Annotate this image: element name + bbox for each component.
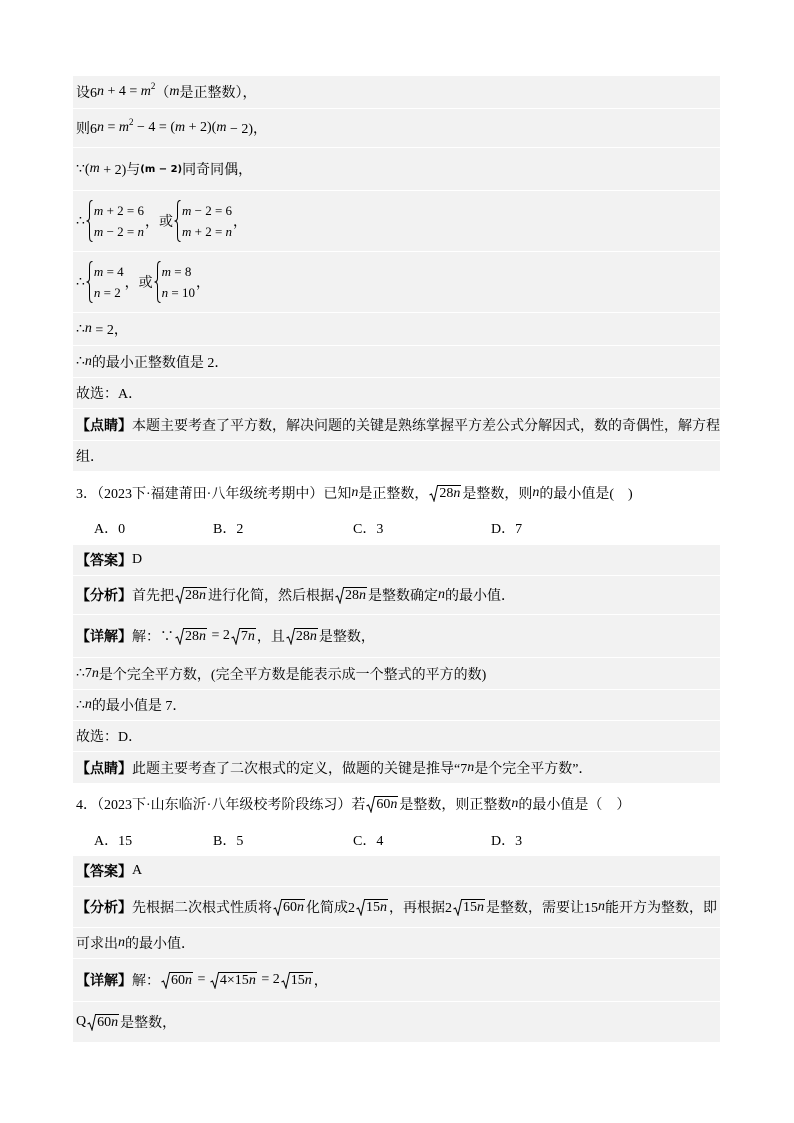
text-segment: ， — [233, 215, 248, 230]
text-segment: 解： — [132, 974, 160, 989]
radicand — [344, 587, 367, 604]
text-segment: = 10 — [168, 285, 195, 300]
radicand-number: 28 — [185, 628, 199, 644]
equation-system — [86, 200, 144, 242]
text-segment: Q — [76, 1014, 87, 1029]
math-variable: m — [216, 120, 227, 135]
radicand — [365, 899, 388, 916]
square-root — [429, 485, 461, 502]
radicand — [282, 899, 305, 916]
comment-text: 组． — [76, 450, 104, 465]
equation-row — [94, 261, 124, 282]
option-c: C．4 — [353, 834, 384, 849]
radical-sign-icon — [281, 972, 290, 989]
text-segment: 的最小正整数值是 2． — [91, 355, 229, 371]
q3-options — [73, 514, 720, 542]
radical-sign-icon — [356, 899, 365, 916]
therefore-symbol: ∴ — [76, 321, 85, 337]
math-variable: n — [359, 587, 366, 603]
text-segment: 是整数，则 — [462, 487, 533, 502]
equation-rows — [94, 200, 144, 242]
text-segment: 先根据二次根式性质将 — [132, 901, 272, 916]
radicand-number: 28 — [439, 485, 454, 501]
radicand-number: 60 — [283, 899, 297, 915]
equation-row — [182, 221, 232, 242]
analysis-label: 【分析】 — [76, 589, 132, 604]
text-segment: 的最小值是（ ） — [518, 798, 631, 813]
radical-sign-icon — [273, 899, 282, 916]
analysis-label: 【分析】 — [76, 901, 132, 916]
option-a: A．0 — [94, 522, 126, 537]
option-b: B．2 — [213, 522, 244, 537]
equation-row — [94, 282, 124, 303]
math-variable: m — [169, 84, 180, 99]
math-variable: n — [248, 972, 256, 988]
q2-solution-line-3 — [73, 148, 720, 190]
radicand-number: 15 — [366, 899, 380, 915]
square-root — [175, 628, 207, 645]
math-variable: m — [181, 224, 192, 239]
detail-label: 【详解】 — [76, 974, 132, 989]
radical-sign-icon — [231, 628, 240, 645]
detail-label: 【详解】 — [76, 630, 132, 645]
q4-answer — [73, 856, 720, 886]
q4-stem — [73, 789, 720, 819]
math-expression: (m − 2) — [140, 163, 183, 175]
option-d: D．7 — [491, 522, 523, 537]
text-segment: 是整数，则正整数 — [399, 798, 512, 813]
q3-detail — [73, 615, 720, 657]
text-segment: 是整数， — [318, 630, 375, 645]
text-segment: 则6 — [76, 122, 97, 137]
text-segment: 3．（2023下·福建莆田·八年级统考期中）已知 — [76, 487, 352, 502]
text-segment: + 2 = 6 — [103, 203, 144, 218]
comment-label: 【点睛】 — [76, 761, 132, 777]
equation-rows — [94, 261, 124, 303]
answer-label: 【答案】 — [76, 554, 132, 569]
text-segment: 故选：A． — [76, 387, 143, 402]
q2-solution-line-7 — [73, 346, 720, 377]
exponent: 2 — [150, 81, 156, 91]
answer-value: D — [132, 552, 143, 567]
therefore-symbol: ∴ — [76, 213, 85, 229]
equation-row — [162, 282, 195, 303]
radicand — [375, 796, 398, 813]
q2-comment — [73, 409, 720, 440]
text-segment: 是正整数）， — [179, 86, 257, 101]
option-b: B．5 — [213, 834, 244, 849]
radical-sign-icon — [87, 1014, 96, 1031]
square-root — [273, 899, 305, 916]
math-variable: m — [93, 203, 104, 218]
math-variable: n — [97, 120, 104, 135]
math-variable: m — [161, 264, 172, 279]
text-segment: ， — [313, 974, 328, 989]
radicand — [462, 899, 485, 916]
math-variable: n — [185, 972, 192, 988]
radical-sign-icon — [429, 485, 438, 502]
radicand — [96, 1014, 119, 1031]
square-root — [87, 1014, 119, 1031]
q3-stem — [73, 478, 720, 508]
radicand — [438, 485, 461, 502]
q4-analysis-continued — [73, 928, 720, 958]
left-brace-icon — [86, 200, 93, 242]
text-segment: + 2 = — [191, 224, 226, 239]
radical-sign-icon — [286, 628, 295, 645]
q2-choice-line — [73, 378, 720, 408]
left-brace-icon — [86, 261, 93, 303]
exponent: 2 — [129, 117, 134, 127]
text-segment: = 2 — [100, 285, 121, 300]
math-variable: n — [511, 796, 519, 811]
text-segment: 是个完全平方数，(完全平方数是能表示成一个整式的平方的数) — [98, 667, 487, 683]
radicand — [240, 628, 256, 645]
q2-comment-continued — [73, 441, 720, 471]
text-segment: ∴7 — [76, 666, 92, 681]
math-variable: n — [247, 628, 255, 644]
option-a: A．15 — [94, 834, 133, 849]
text-segment: = 4 — [103, 264, 124, 279]
math-variable: n — [118, 935, 125, 950]
math-variable: n — [380, 899, 387, 915]
math-variable: m — [93, 264, 104, 279]
therefore-symbol: ∴ — [76, 274, 85, 290]
q2-solution-line-2 — [73, 109, 720, 147]
radicand-number: 15 — [290, 972, 305, 988]
text-segment: 设6 — [76, 86, 97, 101]
math-variable: m — [181, 203, 192, 218]
text-segment: = 2， — [91, 323, 128, 338]
text-segment: = 2 — [257, 972, 280, 987]
left-brace-icon — [154, 261, 161, 303]
math-variable: m — [89, 161, 100, 176]
q3-analysis — [73, 576, 720, 614]
text-segment: 解：∵ — [132, 630, 174, 645]
text-segment: 是正整数， — [358, 487, 429, 502]
text-segment: + 2)( — [185, 120, 217, 135]
math-variable: n — [532, 485, 540, 500]
square-root — [335, 587, 367, 604]
radicand — [219, 972, 257, 989]
text-segment: 是整数， — [120, 1016, 177, 1031]
math-variable: n — [351, 485, 359, 500]
math-variable: n — [199, 628, 206, 644]
radical-sign-icon — [366, 796, 375, 813]
text-segment: ∵( — [76, 161, 90, 177]
q3-choice-line — [73, 721, 720, 751]
radicand-number: 60 — [171, 972, 185, 988]
text-segment: 同奇同偶， — [182, 163, 253, 178]
radicand — [290, 972, 313, 989]
text-segment: 是整数确定 — [368, 589, 438, 604]
radicand — [170, 972, 193, 989]
math-variable: n — [161, 285, 169, 300]
square-root — [281, 972, 313, 989]
math-variable: m — [118, 120, 130, 135]
math-variable: n — [137, 224, 144, 239]
math-variable: m — [174, 120, 186, 135]
radicand-number: 28 — [295, 628, 310, 644]
q2-solution-line-4 — [73, 191, 720, 251]
math-variable: n — [598, 899, 605, 914]
text-segment: 是个完全平方数”． — [474, 761, 593, 777]
math-variable: n — [309, 628, 317, 644]
q4-analysis — [73, 887, 720, 927]
radicand-number: 15 — [463, 899, 477, 915]
comment-text: 本题主要考查了平方数，解决问题的关键是熟练掌握平方差公式分解因式，数的奇偶性，解方程 — [132, 418, 720, 434]
math-variable: n — [199, 587, 206, 603]
text-segment: ，且 — [256, 630, 285, 645]
q3-detail-line-2 — [73, 658, 720, 689]
math-variable: m — [140, 84, 151, 99]
radicand — [295, 628, 318, 645]
math-variable: m — [93, 224, 104, 239]
q4-detail-line-2 — [73, 1002, 720, 1042]
q3-answer — [73, 545, 720, 575]
q2-solution-line-5 — [73, 252, 720, 312]
text-segment: + 4 = — [104, 84, 141, 99]
text-segment: 的最小值是( ) — [539, 487, 633, 502]
therefore-symbol: ∴ — [76, 354, 85, 369]
square-root — [286, 628, 318, 645]
q3-comment — [73, 752, 720, 783]
math-variable: n — [84, 697, 92, 712]
text-segment: 可求出 — [76, 937, 118, 952]
text-segment: 4．（2023下·山东临沂·八年级校考阶段练习）若 — [76, 798, 366, 813]
radicand — [184, 587, 207, 604]
left-brace-icon — [174, 200, 181, 242]
math-variable: n — [91, 665, 99, 681]
math-variable: n — [477, 899, 484, 915]
square-root — [161, 972, 193, 989]
text-segment: − 4 = ( — [133, 120, 175, 135]
equation-system — [154, 261, 195, 303]
text-segment: 的最小值． — [445, 589, 515, 604]
equation-row — [162, 261, 195, 282]
radical-sign-icon — [175, 628, 184, 645]
text-segment: 是整数，需要让15 — [486, 901, 598, 916]
square-root — [366, 796, 398, 813]
math-variable: n — [225, 224, 233, 239]
math-variable: n — [438, 587, 445, 602]
radicand-number: 7 — [240, 628, 248, 644]
math-variable: n — [93, 285, 101, 300]
q2-solution-line-6 — [73, 313, 720, 345]
equation-row — [94, 200, 144, 221]
equation-rows — [182, 200, 232, 242]
q4-detail — [73, 959, 720, 1001]
text-segment: ，或 — [144, 215, 173, 230]
q2-solution-line-1 — [73, 76, 720, 108]
square-root — [210, 972, 257, 989]
math-variable: n — [111, 1014, 119, 1030]
radicand-number: 60 — [97, 1014, 112, 1030]
square-root — [453, 899, 485, 916]
math-variable: n — [97, 84, 104, 99]
radical-sign-icon — [175, 587, 184, 604]
text-segment: 的最小值是 7． — [91, 699, 187, 714]
text-segment: − 2 = — [103, 224, 138, 239]
equation-row — [94, 221, 144, 242]
text-segment: = — [104, 120, 119, 135]
text-segment: 的最小值． — [125, 937, 195, 952]
text-segment: 能开方为整数，即 — [605, 901, 717, 916]
radicand-number: 28 — [345, 587, 359, 603]
text-segment: ， — [196, 276, 210, 291]
text-segment: 化简成2 — [306, 901, 355, 916]
math-variable: n — [467, 759, 475, 775]
radical-sign-icon — [453, 899, 462, 916]
therefore-symbol: ∴ — [76, 697, 85, 713]
text-segment: ，或 — [124, 276, 153, 291]
radicand-number: 4×15 — [219, 972, 249, 988]
text-segment: ，再根据2 — [389, 901, 452, 916]
math-variable: n — [390, 796, 398, 812]
radical-sign-icon — [161, 972, 170, 989]
math-variable: n — [84, 353, 92, 369]
answer-value: A — [132, 863, 143, 878]
math-variable: n — [453, 485, 461, 501]
text-segment: （ — [155, 86, 170, 101]
text-segment: = 2 — [208, 628, 230, 643]
text-segment: − 2 = 6 — [191, 203, 233, 218]
math-variable: n — [84, 321, 92, 336]
text-segment: = — [194, 972, 209, 987]
option-d: D．3 — [491, 834, 523, 849]
math-variable: n — [304, 972, 312, 988]
text-segment: 首先把 — [132, 589, 174, 604]
equation-system — [86, 261, 124, 303]
q3-detail-line-3 — [73, 690, 720, 720]
radical-sign-icon — [210, 972, 219, 989]
radicand-number: 28 — [185, 587, 199, 603]
square-root — [175, 587, 207, 604]
equation-row — [182, 200, 232, 221]
text-segment: 进行化简，然后根据 — [208, 589, 334, 604]
equation-system — [174, 200, 232, 242]
square-root — [356, 899, 388, 916]
text-segment: 此题主要考查了二次根式的定义，做题的关键是推导“7 — [132, 761, 468, 777]
radical-sign-icon — [335, 587, 344, 604]
equation-rows — [162, 261, 195, 303]
comment-label: 【点睛】 — [76, 418, 132, 434]
text-segment: 故选：D． — [76, 730, 143, 745]
math-variable: n — [297, 899, 304, 915]
q4-options — [73, 826, 720, 854]
square-root — [231, 628, 256, 645]
text-segment: + 2)与 — [99, 163, 141, 178]
text-segment: = 8 — [171, 264, 192, 279]
radicand — [184, 628, 207, 645]
text-segment: − 2)， — [226, 122, 268, 137]
option-c: C．3 — [353, 522, 384, 537]
answer-label: 【答案】 — [76, 865, 132, 880]
radicand-number: 60 — [376, 796, 391, 812]
